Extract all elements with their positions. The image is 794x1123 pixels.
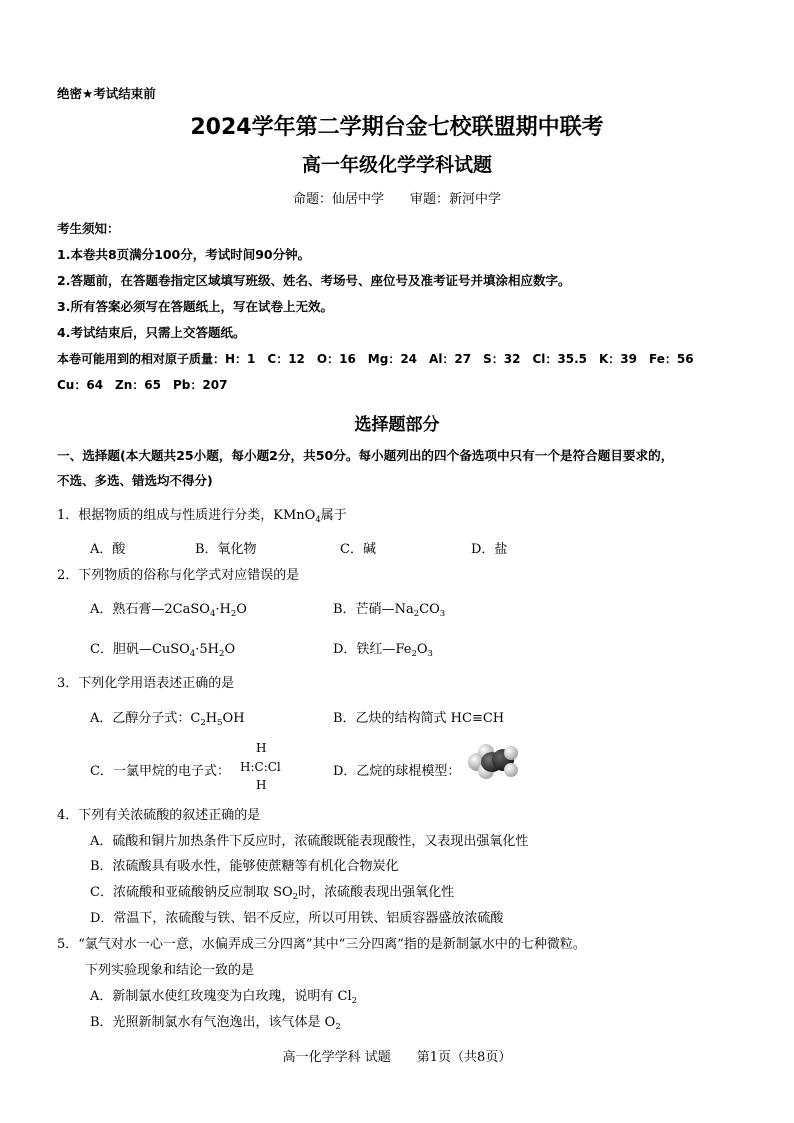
q1-option-c: C．碱 [340,542,376,557]
question-4-stem: 4．下列有关浓硫酸的叙述正确的是 [57,808,261,823]
section-instructions: 一、选择题(本大题共25小题，每小题2分，共50分。每小题列出的四个备选项中只有一个是符合题目要求的， [57,448,674,463]
question-2-stem: 2．下列物质的俗称与化学式对应错误的是 [57,568,300,583]
notice-heading: 考生须知： [57,221,120,236]
atomic-mass-line: 本卷可能用到的相对原子质量：H：1 C：12 O：16 Mg：24 Al：27 S：32 Cl：35.5 K：39 Fe：56 [57,352,694,366]
exam-subtitle: 高一年级化学学科试题 [301,154,492,176]
q4-option-c: C．浓硫酸和亚硫酸钠反应制取 $SO_2$时，浓硫酸表现出强氧化性 [90,885,455,902]
q1-option-a: A．酸 [90,542,126,557]
q1-option-b: B．氧化物 [195,542,257,557]
section-instructions: 不选、多选、错选均不得分) [57,473,213,488]
q2-option-a: A．熟石膏$—2CaSO_4\cdot H_2O$ [90,602,247,619]
electron-formula-bottom: H [256,778,267,792]
q4-option-a: A．硫酸和铜片加热条件下反应时，浓硫酸既能表现酸性，又表现出强氧化性 [90,834,529,849]
notice-item: 4.考试结束后，只需上交答题纸。 [57,325,246,340]
q3-option-a: A．乙醇分子式：$C_2H_5OH$ [90,711,245,728]
electron-formula-mid: H:C:Cl [240,760,281,774]
notice-item: 3.所有答案必须写在答题纸上，写在试卷上无效。 [57,299,333,314]
q4-option-d: D．常温下，浓硫酸与铁、铝不反应，所以可用铁、铝质容器盛放浓硫酸 [90,911,504,926]
question-1-stem: 1．根据物质的组成与性质进行分类，KMnO$_4$属于 [57,508,347,525]
question-5-stem: 5．“氯气对水一心一意，水偏弄成三分四离”其中“三分四离”指的是新制氯水中的七种微粒。 [57,937,586,952]
q2-option-c: C．胆矾$—CuSO_4\cdot 5H_2O$ [90,642,236,659]
q5-option-a: A．新制氯水使红玫瑰变为白玫瑰，说明有 $Cl_2$ [90,989,358,1006]
exam-authors: 命题：仙居中学 审题：新河中学 [292,192,501,207]
notice-item: 1.本卷共8页满分100分，考试时间90分钟。 [57,247,311,262]
question-5-stem-2: 下列实验现象和结论一致的是 [85,963,255,978]
section-title: 选择题部分 [354,415,440,435]
atomic-mass-line: Cu：64 Zn：65 Pb：207 [57,378,228,392]
q5-option-b: B．光照新制氯水有气泡逸出，该气体是 $O_2$ [90,1015,341,1032]
q2-option-b: B．芒硝$—Na_2CO_3$ [333,602,446,619]
ethane-ball-stick-model [468,744,518,780]
page-footer: 高一化学学科 试题 第1页（共8页） [282,1050,512,1065]
notice-item: 2.答题前，在答题卷指定区域填写班级、姓名、考场号、座位号及准考证号并填涂相应数字。 [57,273,571,288]
q1-option-d: D．盐 [471,542,508,557]
q3-option-c-label: C．一氯甲烷的电子式： [90,764,230,779]
electron-formula-top: H [256,741,267,755]
q4-option-b: B．浓硫酸具有吸水性，能够使蔗糖等有机化合物炭化 [90,859,399,874]
q3-option-b: B．乙炔的结构简式 HC≡CH [333,711,505,726]
exam-title: 2024学年第二学期台金七校联盟期中联考 [190,115,604,140]
secret-label: 绝密★考试结束前 [57,86,156,101]
q2-option-d: D．铁红$—Fe_2O_3$ [333,642,433,659]
q3-option-d-label: D．乙烷的球棍模型： [333,764,461,779]
question-3-stem: 3．下列化学用语表述正确的是 [57,676,235,691]
